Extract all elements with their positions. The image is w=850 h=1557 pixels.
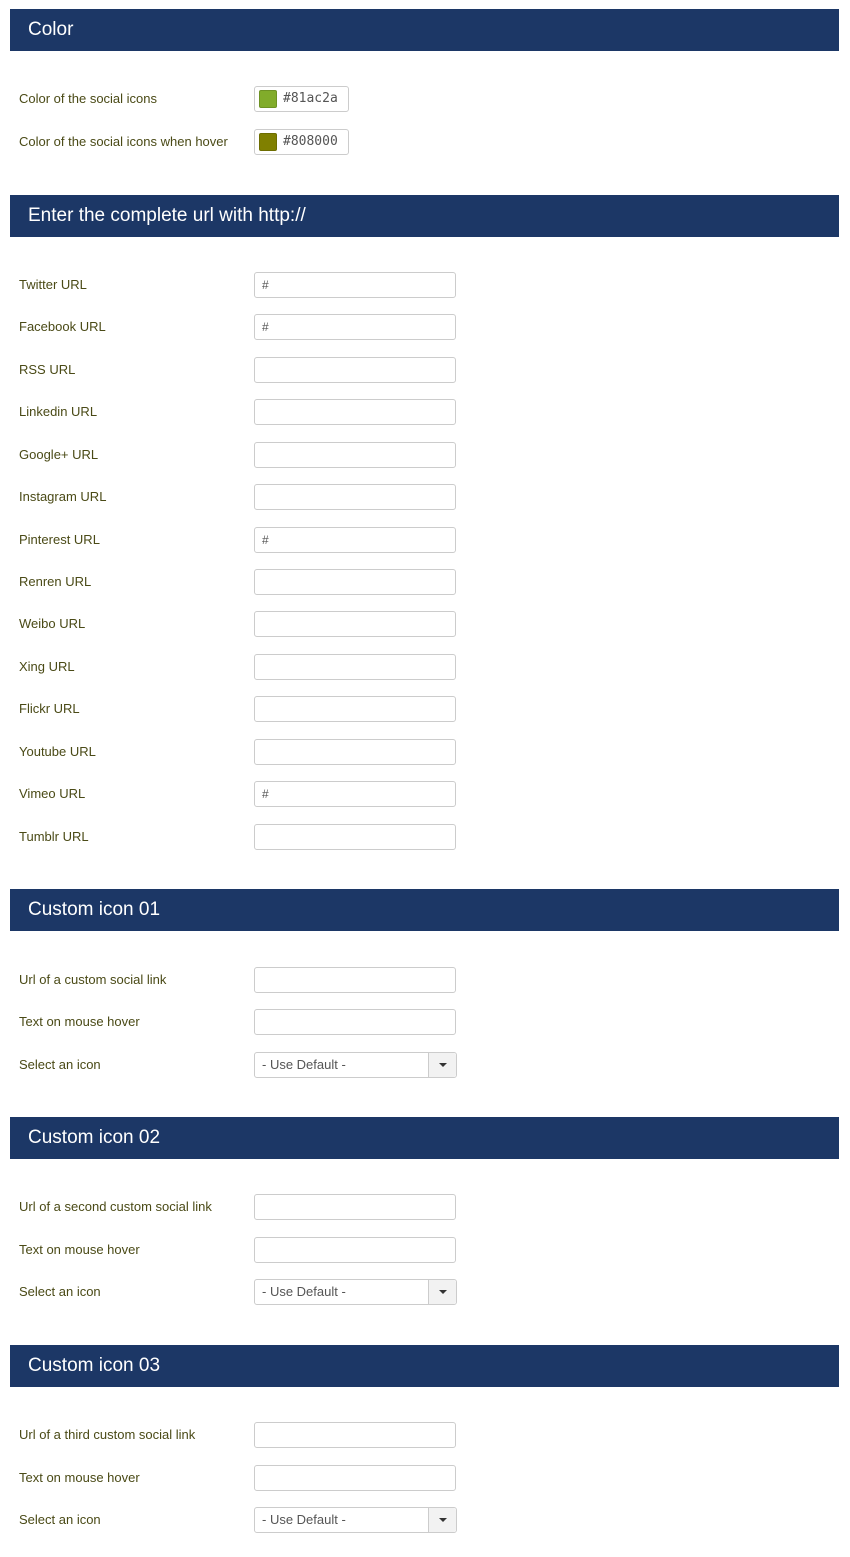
- linkedin-url-row: [0, 399, 850, 425]
- color-section-header: Color: [10, 9, 839, 51]
- twitter-url-input[interactable]: [254, 272, 456, 298]
- custom-icon-02-url-row: [0, 1194, 850, 1220]
- custom-icon-01-hover-input[interactable]: [254, 1009, 456, 1035]
- custom-icon-01-select-row: [0, 1052, 850, 1078]
- tumblr-url-row: [0, 824, 850, 850]
- youtube-url-label: Youtube URL: [19, 744, 96, 759]
- tumblr-url-input[interactable]: [254, 824, 456, 850]
- custom-icon-03-select[interactable]: [254, 1507, 457, 1533]
- icon-color-row: [0, 86, 850, 112]
- custom-icon-03-hover-row: [0, 1465, 850, 1491]
- custom-icon-01-select-label: Select an icon: [19, 1057, 101, 1072]
- custom-icon-02-hover-row: [0, 1237, 850, 1263]
- custom-icon-03-url-input[interactable]: [254, 1422, 456, 1448]
- custom-icon-01-dropdown-toggle[interactable]: [428, 1053, 456, 1077]
- custom-icon-01-hover-label: Text on mouse hover: [19, 1014, 140, 1029]
- custom-icon-03-hover-input[interactable]: [254, 1465, 456, 1491]
- custom-icon-02-select-row: [0, 1279, 850, 1305]
- tumblr-url-label: Tumblr URL: [19, 829, 89, 844]
- rss-url-row: [0, 357, 850, 383]
- custom-icon-03-select-label: Select an icon: [19, 1512, 101, 1527]
- rss-url-input[interactable]: [254, 357, 456, 383]
- custom-icon-03-dropdown-toggle[interactable]: [428, 1508, 456, 1532]
- hover-color-picker[interactable]: [254, 129, 349, 155]
- instagram-url-row: [0, 484, 850, 510]
- linkedin-url-input[interactable]: [254, 399, 456, 425]
- custom-icon-01-select-value[interactable]: - Use Default -: [262, 1057, 346, 1072]
- caret-down-icon: [439, 1518, 447, 1522]
- weibo-url-label: Weibo URL: [19, 616, 86, 631]
- custom-icon-01-url-label: Url of a custom social link: [19, 972, 167, 987]
- icon-color-label: Color of the social icons: [19, 91, 158, 106]
- linkedin-url-label: Linkedin URL: [19, 404, 98, 419]
- weibo-url-input[interactable]: [254, 611, 456, 637]
- renren-url-row: [0, 569, 850, 595]
- pinterest-url-label: Pinterest URL: [19, 532, 100, 547]
- vimeo-url-row: [0, 781, 850, 807]
- hover-color-label: Color of the social icons when hover: [19, 134, 228, 149]
- pinterest-url-row: [0, 527, 850, 553]
- pinterest-url-input[interactable]: [254, 527, 456, 553]
- google-plus-url-row: [0, 442, 850, 468]
- custom-icon-02-select[interactable]: [254, 1279, 457, 1305]
- custom-icon-01-header: Custom icon 01: [10, 889, 839, 931]
- custom-icon-03-select-value[interactable]: - Use Default -: [262, 1512, 346, 1527]
- caret-down-icon: [439, 1290, 447, 1294]
- custom-icon-02-url-label: Url of a second custom social link: [19, 1199, 212, 1214]
- custom-icon-02-dropdown-toggle[interactable]: [428, 1280, 456, 1304]
- icon-color-value[interactable]: #81ac2a: [283, 91, 338, 106]
- xing-url-row: [0, 654, 850, 680]
- xing-url-input[interactable]: [254, 654, 456, 680]
- xing-url-label: Xing URL: [19, 659, 75, 674]
- weibo-url-row: [0, 611, 850, 637]
- custom-icon-03-header: Custom icon 03: [10, 1345, 839, 1387]
- instagram-url-input[interactable]: [254, 484, 456, 510]
- facebook-url-row: [0, 314, 850, 340]
- url-section-header: Enter the complete url with http://: [10, 195, 839, 237]
- flickr-url-input[interactable]: [254, 696, 456, 722]
- custom-icon-03-url-label: Url of a third custom social link: [19, 1427, 196, 1442]
- hover-color-swatch[interactable]: [259, 133, 277, 151]
- custom-icon-01-select[interactable]: [254, 1052, 457, 1078]
- custom-icon-02-hover-input[interactable]: [254, 1237, 456, 1263]
- custom-icon-01-hover-row: [0, 1009, 850, 1035]
- custom-icon-03-url-row: [0, 1422, 850, 1448]
- vimeo-url-label: Vimeo URL: [19, 786, 86, 801]
- flickr-url-label: Flickr URL: [19, 701, 80, 716]
- hover-color-row: [0, 129, 850, 155]
- renren-url-label: Renren URL: [19, 574, 92, 589]
- vimeo-url-input[interactable]: [254, 781, 456, 807]
- custom-icon-03-hover-label: Text on mouse hover: [19, 1470, 140, 1485]
- icon-color-picker[interactable]: [254, 86, 349, 112]
- rss-url-label: RSS URL: [19, 362, 76, 377]
- google-plus-url-label: Google+ URL: [19, 447, 99, 462]
- youtube-url-input[interactable]: [254, 739, 456, 765]
- hover-color-value[interactable]: #808000: [283, 134, 338, 149]
- facebook-url-input[interactable]: [254, 314, 456, 340]
- instagram-url-label: Instagram URL: [19, 489, 107, 504]
- custom-icon-02-select-value[interactable]: - Use Default -: [262, 1284, 346, 1299]
- icon-color-swatch[interactable]: [259, 90, 277, 108]
- custom-icon-02-header: Custom icon 02: [10, 1117, 839, 1159]
- youtube-url-row: [0, 739, 850, 765]
- custom-icon-02-hover-label: Text on mouse hover: [19, 1242, 140, 1257]
- flickr-url-row: [0, 696, 850, 722]
- custom-icon-01-url-row: [0, 967, 850, 993]
- custom-icon-02-select-label: Select an icon: [19, 1284, 101, 1299]
- google-plus-url-input[interactable]: [254, 442, 456, 468]
- facebook-url-label: Facebook URL: [19, 319, 106, 334]
- custom-icon-03-select-row: [0, 1507, 850, 1533]
- caret-down-icon: [439, 1063, 447, 1067]
- custom-icon-02-url-input[interactable]: [254, 1194, 456, 1220]
- twitter-url-row: [0, 272, 850, 298]
- renren-url-input[interactable]: [254, 569, 456, 595]
- custom-icon-01-url-input[interactable]: [254, 967, 456, 993]
- twitter-url-label: Twitter URL: [19, 277, 87, 292]
